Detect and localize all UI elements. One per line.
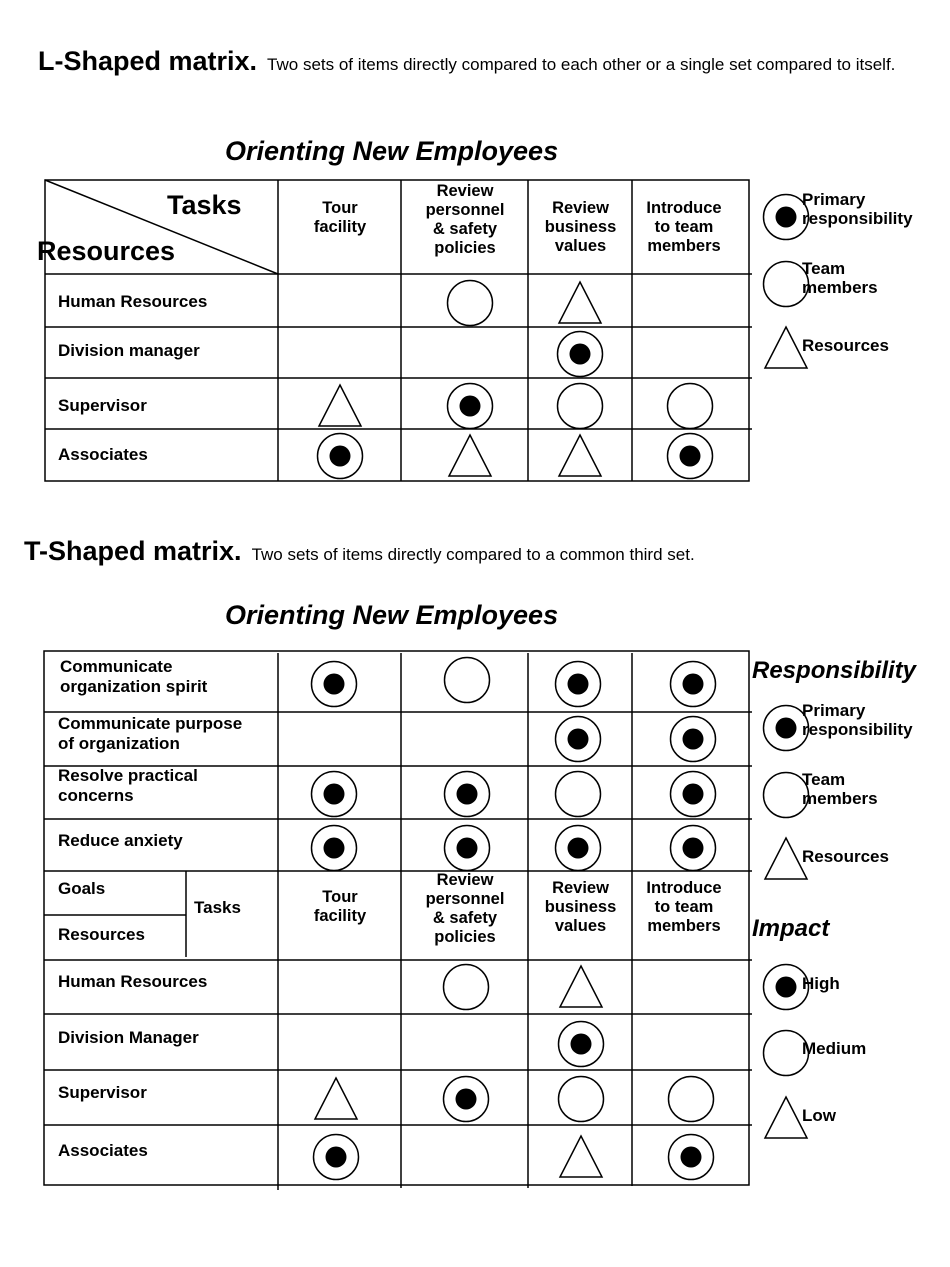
t-legend-responsibility-resources-icon [761, 834, 811, 884]
t-goal-label-practical-concerns: Resolve practical concerns [58, 766, 198, 805]
l-cell-r2-c0-resources-icon [315, 381, 365, 431]
t-matrix-title: Orienting New Employees [225, 600, 559, 630]
t-goal-cell-r2-c0-primary-icon [309, 769, 359, 819]
t-legend-medium-label: Medium [802, 1039, 867, 1058]
t-column-header-tour: Tour facility [313, 888, 367, 925]
l-cell-r2-c2-team-icon [555, 381, 605, 431]
t-matrix-heading [24, 536, 695, 567]
t-goal-label-organization-spirit: Communicate organization spirit [60, 657, 208, 696]
t-goal-cell-r3-c1-primary-icon [442, 823, 492, 873]
l-legend-primary-icon [761, 192, 811, 242]
t-goal-cell-r3-c0-primary-icon [309, 823, 359, 873]
l-cell-r3-c2-resources-icon [555, 431, 605, 481]
l-column-header-review-values: Review business values [544, 199, 617, 255]
t-goal-cell-r1-c2-primary-icon [553, 714, 603, 764]
l-row-label-associates: Associates [58, 445, 148, 464]
t-column-header-review-values: Review business values [544, 879, 617, 935]
t-res-cell-r3-c2-resources-icon [556, 1132, 606, 1182]
t-legend-responsibility-team-icon [761, 770, 811, 820]
t-goal-cell-r0-c2-primary-icon [553, 659, 603, 709]
l-legend-primary-label: Primary responsibility [802, 190, 913, 228]
t-row-label-human-resources: Human Resources [58, 972, 208, 991]
t-row-label-associates: Associates [58, 1141, 148, 1160]
t-res-cell-r0-c1-team-icon [441, 962, 491, 1012]
l-matrix-heading-bold: L-Shaped matrix. [38, 46, 258, 76]
t-column-header-introduce: Introduce to team members [646, 879, 722, 935]
t-goal-cell-r3-c3-primary-icon [668, 823, 718, 873]
t-goal-cell-r0-c3-primary-icon [668, 659, 718, 709]
l-column-header-tour: Tour facility [313, 199, 367, 236]
t-legend-responsibility-primary-icon [761, 703, 811, 753]
l-column-header-introduce: Introduce to team members [646, 199, 722, 255]
l-corner-tasks-label: Tasks [167, 190, 242, 220]
t-legend-low-label: Low [802, 1106, 836, 1125]
t-res-cell-r1-c2-primary-icon [556, 1019, 606, 1069]
t-res-cell-r3-c3-primary-icon [666, 1132, 716, 1182]
t-matrix-heading-bold: T-Shaped matrix. [24, 536, 242, 566]
t-res-cell-r0-c2-resources-icon [556, 962, 606, 1012]
l-row-label-division-manager: Division manager [58, 341, 200, 360]
t-legend-responsibility-title: Responsibility [752, 657, 917, 684]
l-cell-r3-c3-primary-icon [665, 431, 715, 481]
l-matrix-heading-text: Two sets of items directly compared to each other or a single set compared to itself. [267, 55, 896, 74]
l-cell-r0-c2-resources-icon [555, 278, 605, 328]
l-cell-r1-c2-primary-icon [555, 329, 605, 379]
t-goal-cell-r1-c3-primary-icon [668, 714, 718, 764]
t-goals-header: Goals [58, 879, 106, 898]
t-goal-label-purpose: Communicate purpose of organization [58, 714, 243, 753]
l-cell-r3-c1-resources-icon [445, 431, 495, 481]
t-row-label-supervisor: Supervisor [58, 1083, 147, 1102]
l-cell-r3-c0-primary-icon [315, 431, 365, 481]
t-legend-impact-title: Impact [752, 915, 830, 942]
l-cell-r2-c1-primary-icon [445, 381, 495, 431]
t-legend-high-label: High [802, 974, 840, 993]
t-goal-cell-r0-c0-primary-icon [309, 659, 359, 709]
t-res-cell-r3-c0-primary-icon [311, 1132, 361, 1182]
t-res-cell-r2-c3-team-icon [666, 1074, 716, 1124]
t-matrix-heading-text: Two sets of items directly compared to a common third set. [251, 545, 695, 564]
t-res-cell-r2-c1-primary-icon [441, 1074, 491, 1124]
l-row-label-human-resources: Human Resources [58, 292, 208, 311]
l-column-header-review-policies: Review personnel & safety policies [425, 182, 505, 257]
t-res-cell-r2-c0-resources-icon [311, 1074, 361, 1124]
t-legend-resources-label: Resources [802, 847, 889, 866]
t-goal-label-reduce-anxiety: Reduce anxiety [58, 831, 183, 850]
t-legend-primary-label: Primary responsibility [802, 701, 913, 739]
l-cell-r2-c3-team-icon [665, 381, 715, 431]
t-legend-impact-primary-icon [761, 962, 811, 1012]
t-goal-cell-r2-c3-primary-icon [668, 769, 718, 819]
t-tasks-header: Tasks [194, 898, 241, 917]
t-row-label-division-manager: Division Manager [58, 1028, 199, 1047]
l-legend-team-label: Team members [802, 259, 878, 297]
t-resources-header: Resources [58, 925, 145, 944]
t-goal-cell-r2-c2-team-icon [553, 769, 603, 819]
l-matrix-title: Orienting New Employees [225, 136, 559, 166]
l-legend-resources-label: Resources [802, 336, 889, 355]
t-goal-cell-r2-c1-primary-icon [442, 769, 492, 819]
t-legend-impact-team-icon [761, 1028, 811, 1078]
l-legend-resources-icon [761, 323, 811, 373]
t-goal-cell-r0-c1-team-icon [442, 655, 492, 705]
t-goal-cell-r3-c2-primary-icon [553, 823, 603, 873]
t-column-header-review-policies: Review personnel & safety policies [425, 871, 505, 946]
l-cell-r0-c1-team-icon [445, 278, 495, 328]
l-corner-resources-label: Resources [37, 236, 176, 266]
l-legend-team-icon [761, 259, 811, 309]
t-legend-team-label: Team members [802, 770, 878, 808]
t-legend-impact-resources-icon [761, 1093, 811, 1143]
l-row-label-supervisor: Supervisor [58, 396, 147, 415]
t-res-cell-r2-c2-team-icon [556, 1074, 606, 1124]
